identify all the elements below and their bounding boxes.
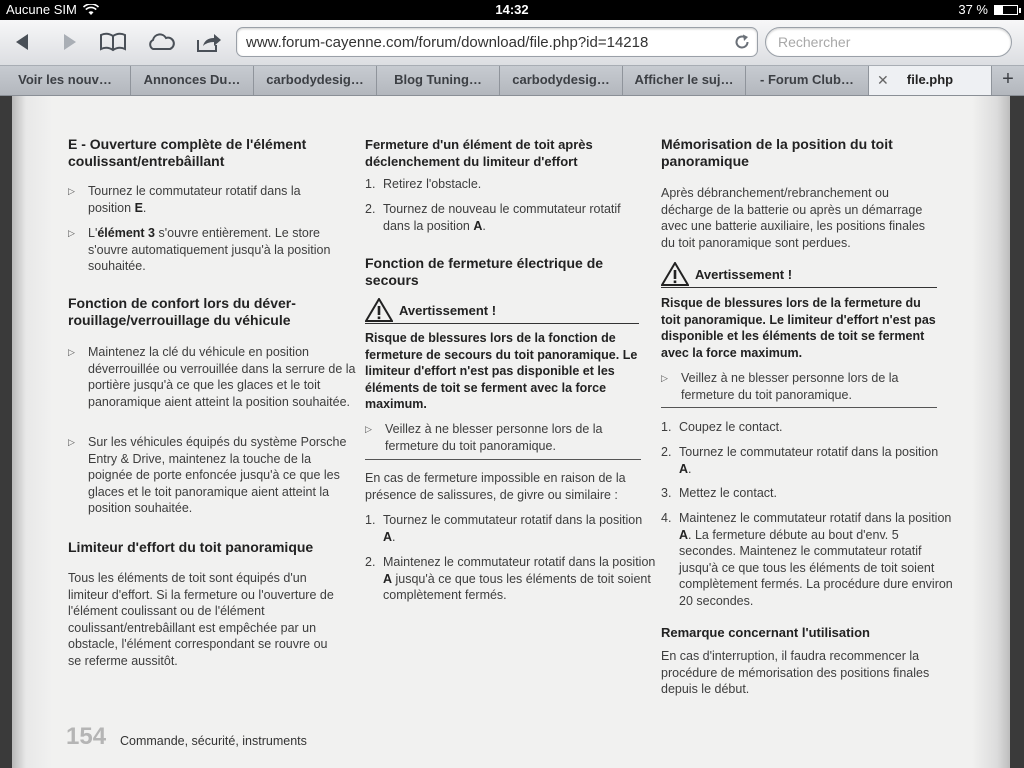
- tab-label: Annonces Du…: [143, 72, 241, 87]
- new-tab-button[interactable]: [992, 66, 1024, 95]
- forward-icon: [59, 32, 79, 52]
- numbered-item: 1. Retirez l'obstacle.: [365, 177, 482, 191]
- url-text: www.forum-cayenne.com/forum/download/file.php?id=14218: [246, 34, 649, 51]
- tab-6[interactable]: [746, 66, 869, 95]
- warning-icon: [661, 262, 689, 286]
- heading: Fonction de fermeture électrique de secours: [365, 255, 604, 288]
- heading: Mémorisation de la position du toit panoramique: [661, 136, 893, 169]
- tab-4[interactable]: [500, 66, 623, 95]
- paragraph: Tous les éléments de toit sont équipés d'un limiteur d'effort. Si la fermeture ou l'ouverture de l'élément coulissant ou de l'élément coulissant/entrebâillant est empêchée par un obstacle, l'élément correspondant se rouvre ou se referme aussitôt.: [68, 571, 334, 668]
- document-page: [12, 96, 1010, 768]
- cloud-icon: [146, 32, 176, 52]
- tab-label: Blog Tuning…: [394, 72, 482, 87]
- warning-header: [661, 262, 937, 288]
- paragraph: Après débranchement/rebranchement ou décharge de la batterie ou après un démarrage avec une batterie auxiliaire, les positions finales du toit panoramique sont perdues.: [661, 186, 926, 250]
- icloud-tabs-button[interactable]: [144, 26, 178, 58]
- tab-3[interactable]: [377, 66, 500, 95]
- warning-icon: [365, 298, 393, 322]
- numbered-item: 1. Tournez le commutateur rotatif dans la position A.: [365, 513, 643, 544]
- back-button[interactable]: [6, 26, 40, 58]
- battery-icon: [994, 5, 1018, 15]
- battery-percent: 37 %: [958, 2, 988, 17]
- tab-2[interactable]: [254, 66, 377, 95]
- bullet-item: ▷ Tournez le commutateur rotatif dans la position E.: [68, 183, 343, 216]
- numbered-item: 3. Mettez le contact.: [661, 486, 777, 500]
- battery-fill: [995, 6, 1003, 14]
- paragraph: En cas de fermeture impossible en raison de la présence de salissures, de givre ou similaire :: [365, 471, 626, 502]
- forward-button[interactable]: [52, 26, 86, 58]
- tab-label: Voir les nouv…: [18, 72, 112, 87]
- carrier-label: Aucune SIM: [6, 2, 77, 17]
- search-field[interactable]: [765, 27, 1012, 57]
- heading: E - Ouverture complète de l'élément coulissant/entrebâillant: [68, 136, 307, 169]
- plus-icon: +: [1002, 68, 1014, 90]
- tab-5[interactable]: [623, 66, 746, 95]
- bullet-item: ▷ Sur les véhicules équipés du système Porsche Entry & Drive, maintenez la touche de la poignée de porte enfoncée jusqu'à ce que les glaces et le toit panoramique aient atteint la position souhaitée.: [68, 434, 358, 517]
- page-number: 154: [66, 723, 107, 750]
- item-text: Coupez le contact.: [679, 420, 783, 434]
- tab-label: carbodydesig…: [266, 72, 364, 87]
- tab-1[interactable]: [131, 66, 254, 95]
- back-icon: [13, 32, 33, 52]
- browser-toolbar: [0, 20, 1024, 66]
- status-bar: [0, 0, 1024, 20]
- paragraph: En cas d'interruption, il faudra recommencer la procédure de mémorisation des positions finales depuis le début.: [661, 649, 930, 696]
- numbered-item: 4. Maintenez le commutateur rotatif dans la position A. La fermeture débute au bout d'env. 5 secondes. Maintenez le commutateur rotatif jusqu'à ce que tous les éléments de toit soient complètement fermés. La procédure dure environ 20 secondes.: [661, 511, 953, 608]
- item-text: Retirez l'obstacle.: [383, 177, 482, 191]
- reload-icon[interactable]: [733, 33, 751, 51]
- tab-label: carbodydesig…: [512, 72, 610, 87]
- tab-label: file.php: [906, 72, 954, 87]
- heading: Remarque concernant l'utilisation: [661, 625, 870, 640]
- book-icon: [99, 32, 127, 52]
- numbered-item: 2. Tournez le commutateur rotatif dans la position A.: [661, 445, 939, 476]
- share-icon: [195, 31, 223, 53]
- tab-0[interactable]: [0, 66, 131, 95]
- bullet-item: ▷ Veillez à ne blesser personne lors de la fermeture du toit panoramique.: [661, 370, 941, 403]
- warning-text: Risque de blessures lors de la fonction de fermeture de secours du toit panoramique. Le limiteur d'effort n'est pas disponible et les éléments de toit se ferment avec la force maximum.: [365, 331, 638, 411]
- page-viewport[interactable]: [0, 96, 1024, 768]
- heading: Fermeture d'un élément de toit après déclenchement du limiteur d'effort: [365, 137, 593, 169]
- tab-label: - Forum Club…: [760, 72, 854, 87]
- search-placeholder: Rechercher: [778, 34, 851, 50]
- divider: [661, 407, 937, 408]
- footer-section: Commande, sécurité, instruments: [120, 734, 307, 748]
- bullet-item: ▷ Veillez à ne blesser personne lors de la fermeture du toit panoramique.: [365, 421, 645, 454]
- bookmarks-button[interactable]: [96, 26, 130, 58]
- warning-header: [365, 298, 639, 324]
- bullet-item: ▷ L'élément 3 s'ouvre entièrement. Le store s'ouvre automatiquement jusqu'à la position souhaitée.: [68, 225, 348, 275]
- warning-text: Risque de blessures lors de la fermeture du toit panoramique. Le limiteur d'effort n'est pas disponible et les éléments de toit se ferment avec la force maximum.: [661, 296, 936, 360]
- numbered-item: 2. Maintenez le commutateur rotatif dans la position A jusqu'à ce que tous les éléments de toit soient complètement fermés.: [365, 555, 656, 602]
- numbered-item: 2. Tournez de nouveau le commutateur rotatif dans la position A.: [365, 202, 621, 233]
- divider: [365, 459, 641, 460]
- heading: Limiteur d'effort du toit panoramique: [68, 539, 314, 555]
- clock: 14:32: [495, 2, 529, 17]
- close-tab-icon[interactable]: ✕: [877, 72, 889, 88]
- item-text: Mettez le contact.: [679, 486, 777, 500]
- tab-bar: [0, 66, 1024, 96]
- bullet-item: ▷ Maintenez la clé du véhicule en position déverrouillée ou verrouillée dans la serrure de la portière jusqu'à ce que les glaces et le toit panoramique aient atteint la position souhaitée.: [68, 344, 358, 410]
- heading: Fonction de confort lors du déver-rouillage/verrouillage du véhicule: [68, 295, 296, 328]
- numbered-item: 1. Coupez le contact.: [661, 420, 783, 434]
- warning-title: Avertissement !: [399, 303, 497, 318]
- warning-title: Avertissement !: [695, 267, 793, 282]
- tab-active[interactable]: [869, 66, 992, 95]
- share-button[interactable]: [192, 26, 226, 58]
- tab-label: Afficher le suj…: [634, 72, 734, 87]
- address-bar[interactable]: [236, 27, 758, 57]
